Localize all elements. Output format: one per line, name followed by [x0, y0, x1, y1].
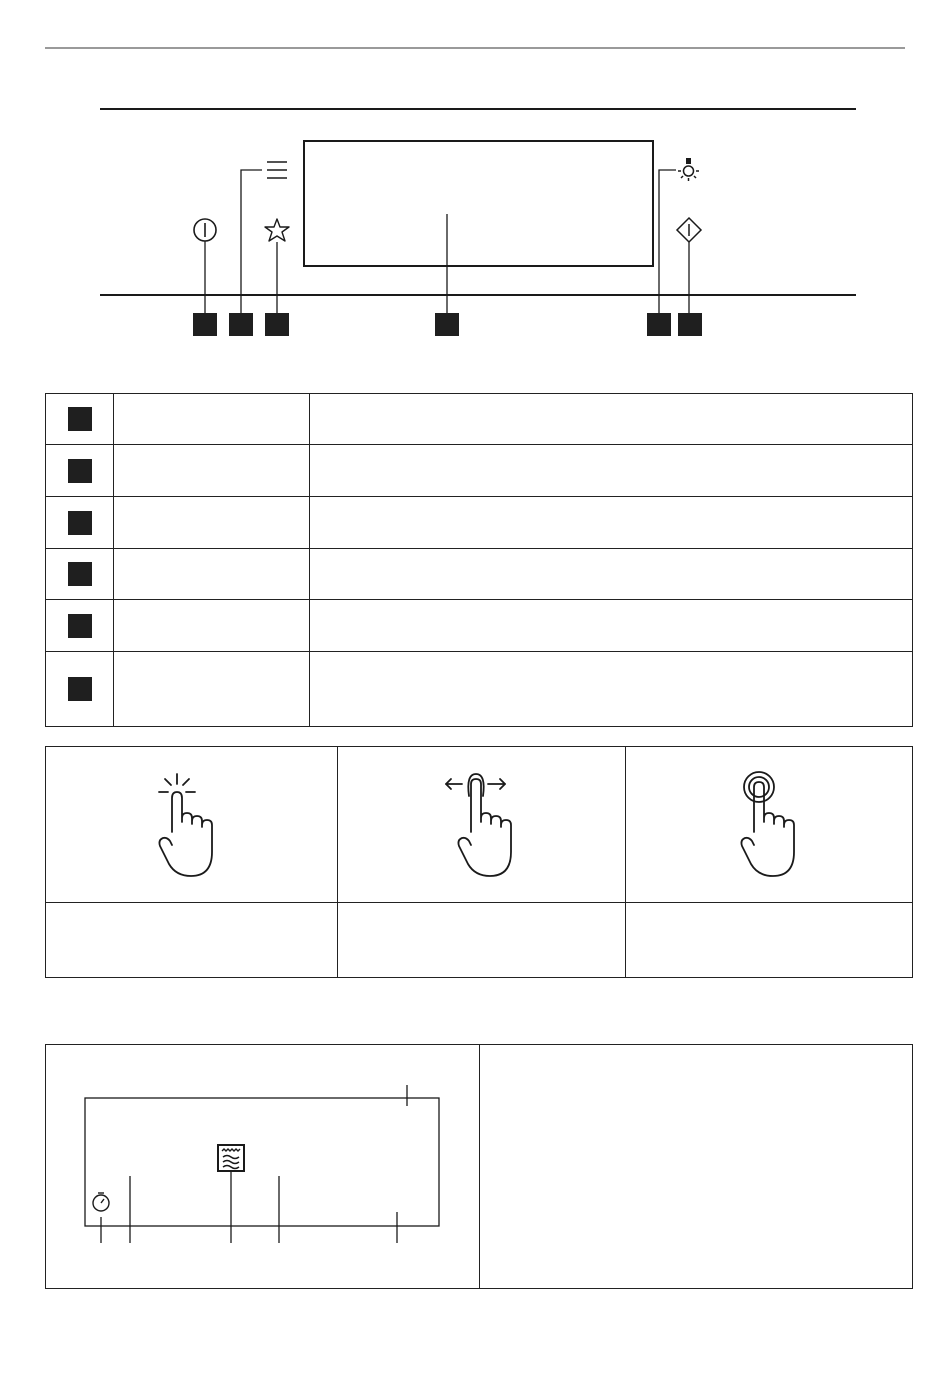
- legend-description: [310, 394, 913, 445]
- control-panel-diagram: [0, 0, 950, 345]
- callout-leaders: [205, 170, 689, 314]
- legend-name: [114, 600, 310, 652]
- gestures-table: [45, 746, 913, 978]
- legend-description: [310, 652, 913, 727]
- callout-1: [193, 313, 217, 336]
- heating-function-icon: [218, 1145, 244, 1171]
- gesture-caption: [626, 903, 913, 978]
- callout-marker: [68, 677, 92, 701]
- callout-4: [435, 313, 459, 336]
- legend-description: [310, 600, 913, 652]
- gesture-caption: [46, 903, 338, 978]
- callout-markers: [193, 313, 702, 336]
- legend-name: [114, 549, 310, 600]
- start-stop-icon: [677, 218, 701, 242]
- light-icon: [678, 158, 699, 181]
- legend-description: [310, 497, 913, 549]
- callout-marker: [68, 407, 92, 431]
- timer-icon: [93, 1193, 109, 1211]
- legend-name: [114, 497, 310, 549]
- display-table: [45, 1044, 913, 1289]
- legend-row: [46, 497, 913, 549]
- legend-description: [310, 445, 913, 497]
- legend-name: [114, 652, 310, 727]
- callout-6: [678, 313, 702, 336]
- gesture-cell: [46, 747, 338, 903]
- callout-marker: [68, 511, 92, 535]
- callout-3: [265, 313, 289, 336]
- tap-gesture-icon: [157, 770, 227, 880]
- display-diagram-cell: [46, 1045, 480, 1289]
- callout-5: [647, 313, 671, 336]
- display-window: [304, 141, 653, 266]
- legend-row: [46, 394, 913, 445]
- on-off-icon: [194, 219, 216, 241]
- legend-row: [46, 652, 913, 727]
- gesture-cell: [626, 747, 913, 903]
- gesture-cell: [338, 747, 626, 903]
- swipe-gesture-icon: [442, 770, 522, 880]
- display-outline: [85, 1098, 439, 1226]
- gesture-caption: [338, 903, 626, 978]
- callout-marker: [68, 562, 92, 586]
- menu-icon: [267, 162, 287, 178]
- legend-name: [114, 445, 310, 497]
- legend-row: [46, 445, 913, 497]
- callout-2: [229, 313, 253, 336]
- favourites-icon: [265, 219, 289, 241]
- display-description: [480, 1045, 913, 1289]
- legend-name: [114, 394, 310, 445]
- legend-table: [45, 393, 913, 727]
- legend-row: [46, 549, 913, 600]
- callout-marker: [68, 614, 92, 638]
- display-diagram: [46, 1045, 478, 1288]
- legend-row: [46, 600, 913, 652]
- legend-description: [310, 549, 913, 600]
- callout-marker: [68, 459, 92, 483]
- touch-and-hold-gesture-icon: [734, 770, 804, 880]
